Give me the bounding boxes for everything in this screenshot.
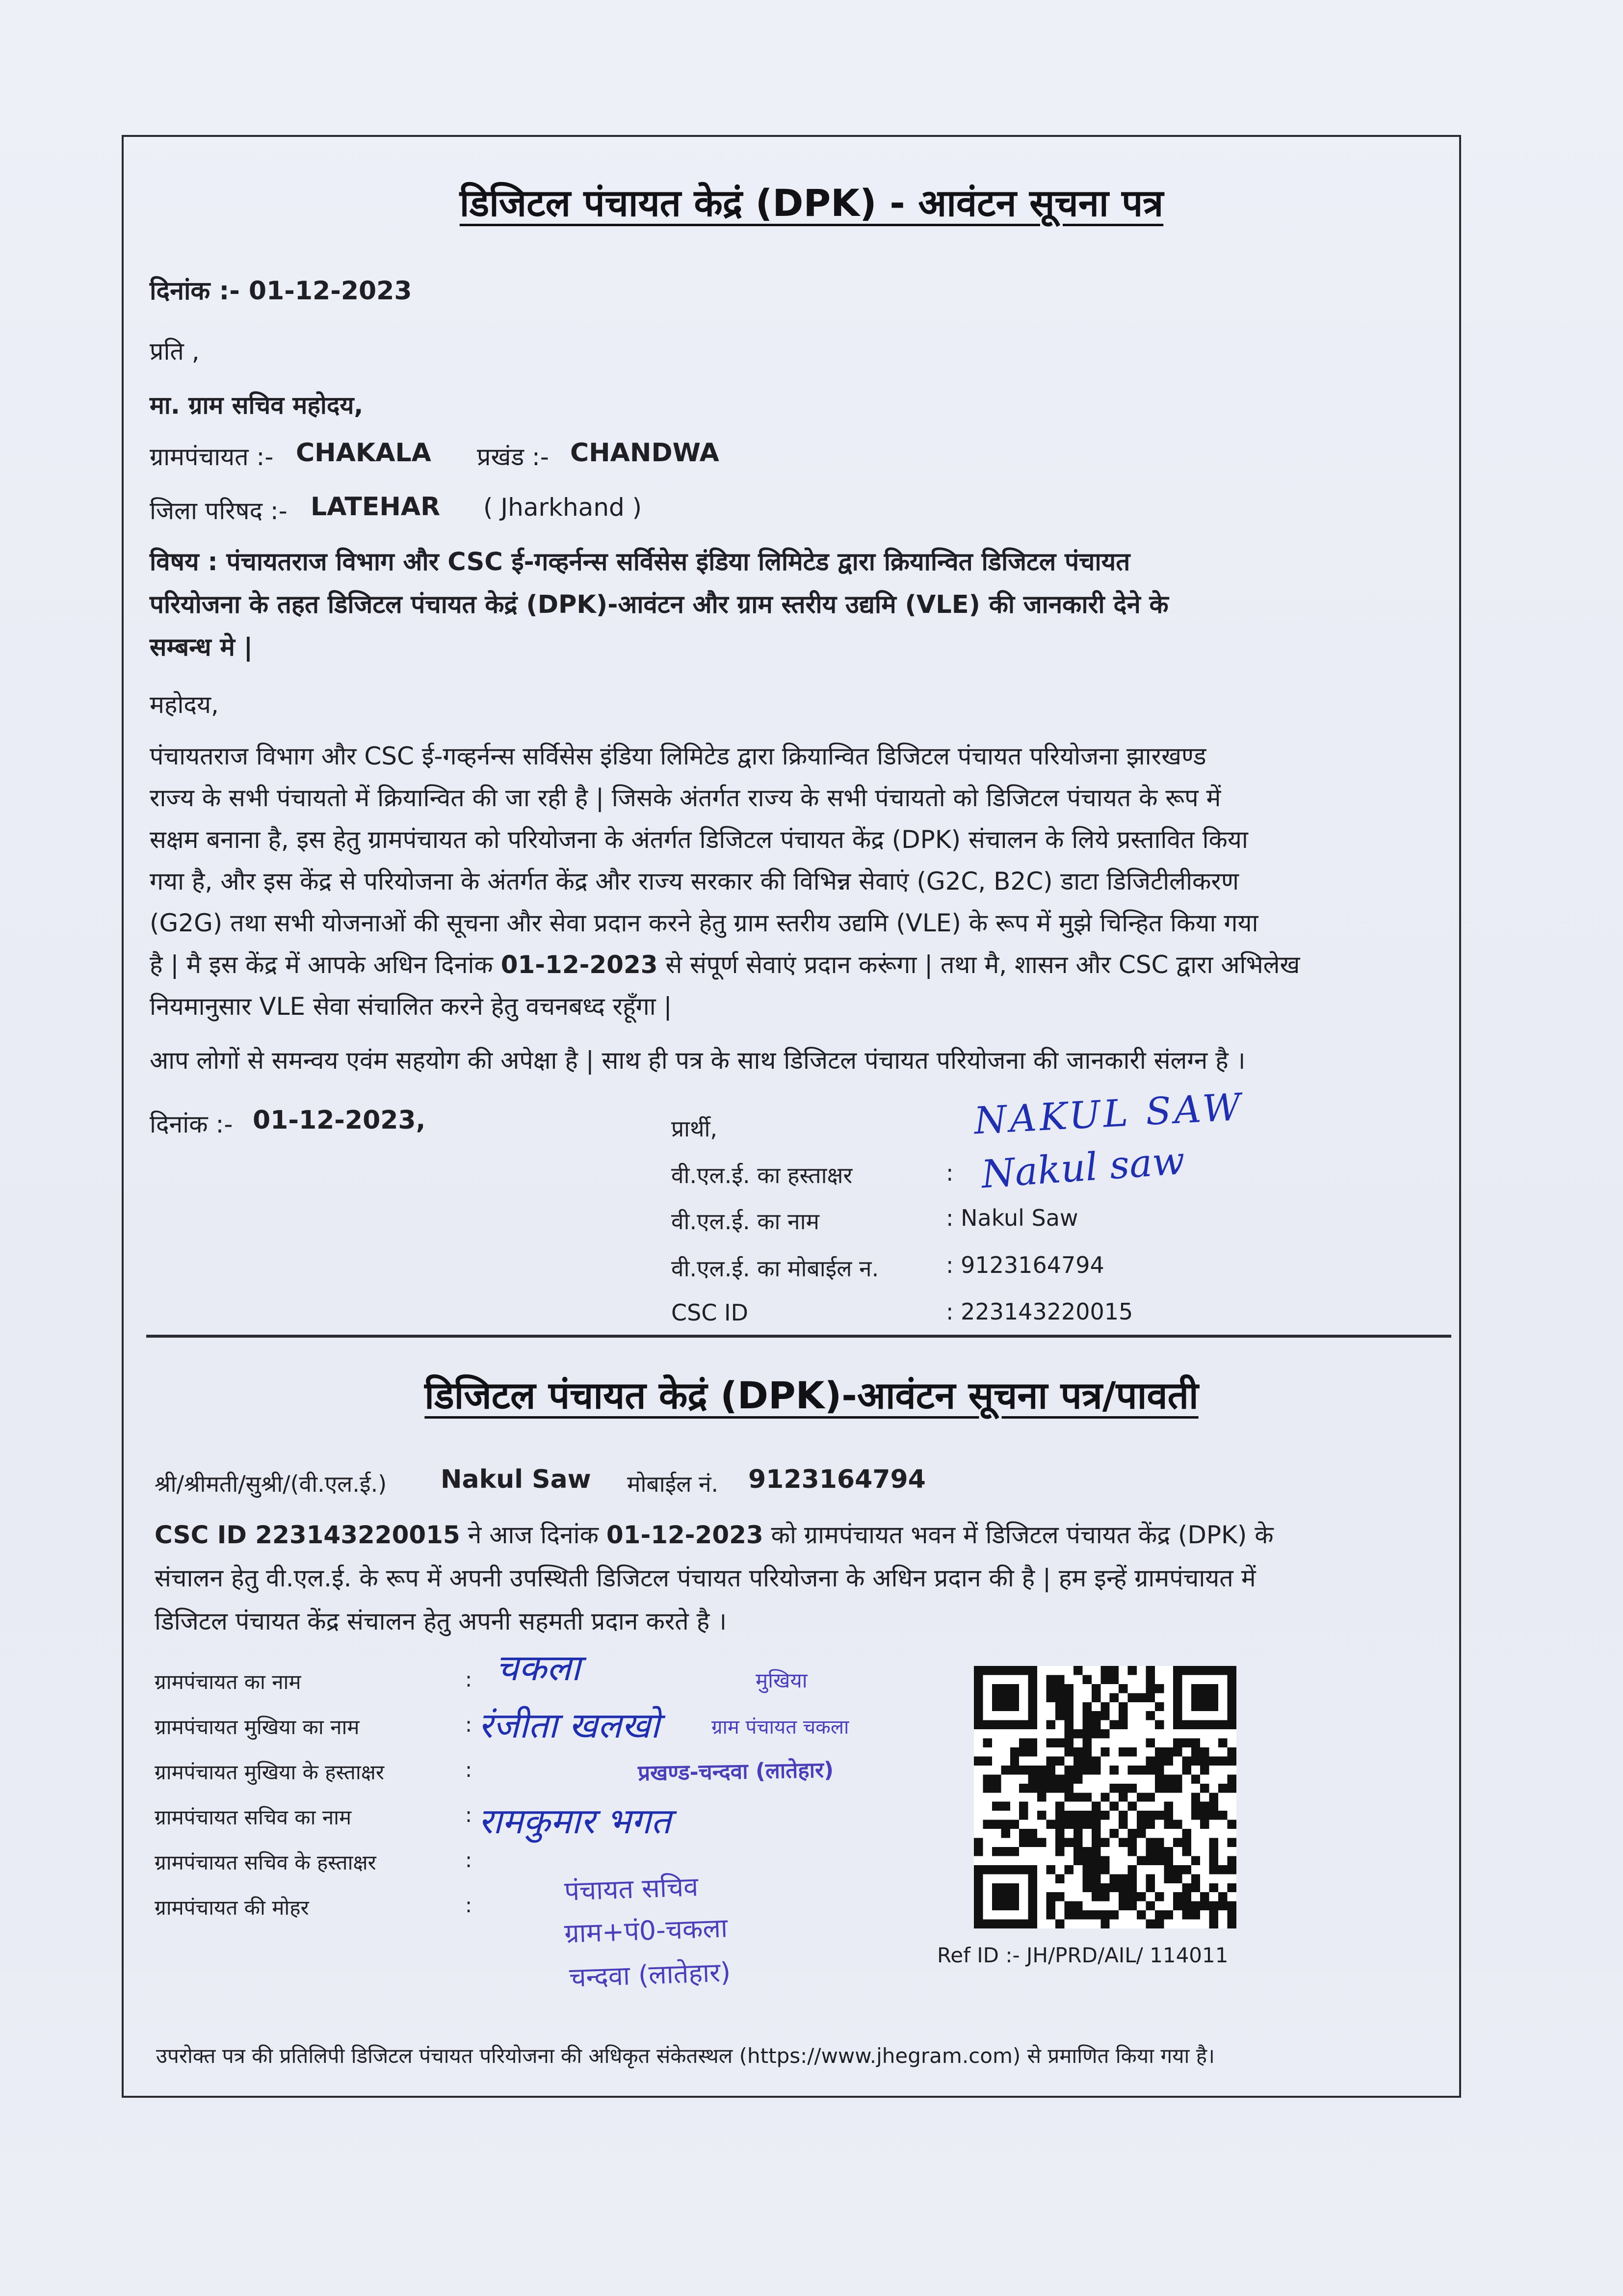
handwritten-mukhiya-name: रंजीता खलखो [478,1705,660,1746]
field-secretary-signature-colon: : [465,1848,472,1872]
allotment-letter-title: डिजिटल पंचायत केद्रं (DPK) - आवंटन सूचना पत्र [459,181,1164,225]
body-line-2: राज्य के सभी पंचायतो में क्रियान्वित की जा रही है | जिसके अंतर्गत राज्य के सभी पंचायतो को डिजिटल पंचायत के रूप में [150,784,1221,812]
block-value: CHANDWA [570,438,719,468]
field-secretary-name-label: ग्रामपंचायत सचिव का नाम [155,1805,352,1829]
field-secretary-name-colon: : [465,1803,472,1827]
district-label: जिला परिषद :- [150,497,288,525]
secretary-stamp-line-3: चन्दवा (लातेहार) [569,1956,732,1993]
vle-signature: Nakul saw [980,1138,1186,1197]
mobile-value-bottom: 9123164794 [748,1465,926,1494]
vle-name-value: : Nakul Saw [946,1205,1078,1231]
date-value-2: 01-12-2023, [253,1106,426,1135]
field-gp-seal-colon: : [465,1893,472,1917]
field-mukhiya-name-label: ग्रामपंचायत मुखिया का नाम [155,1715,360,1739]
body-line-6-part-a: है | मै इस केंद्र में आपके अधिन दिनांक [150,950,493,979]
ack-line-1-part-b: ने आज दिनांक [468,1521,599,1549]
mukhiya-stamp-line-2: ग्राम पंचायत चकला [711,1716,849,1739]
field-gp-name-label: ग्रामपंचायत का नाम [155,1670,301,1694]
date-label-2: दिनांक :- [150,1110,233,1138]
footer-verification-note: उपरोक्त पत्र की प्रतिलिपी डिजिटल पंचायत परियोजना की अधिकृत संकेतस्थल (https://www.jhegram.com) से प्रमाणित किया गया है। [156,2044,1215,2068]
addressee: मा. ग्राम सचिव महोदय, [150,391,364,420]
applicant-label: प्रार्थी, [671,1115,718,1142]
csc-id-value: : 223143220015 [946,1298,1133,1325]
handwritten-vle-name: NAKUL SAW [973,1084,1245,1143]
vle-mobile-value: : 9123164794 [946,1252,1104,1278]
vle-signature-colon: : [946,1160,954,1186]
mobile-label-bottom: मोबाईल नं. [627,1471,719,1497]
vle-signature-label: वी.एल.ई. का हस्ताक्षर [671,1162,853,1188]
reference-id: Ref ID :- JH/PRD/AIL/ 114011 [937,1943,1229,1967]
subject-line-3: सम्बन्ध मे | [150,633,253,662]
state-value: ( Jharkhand ) [483,493,642,522]
gram-panchayat-value: CHAKALA [296,438,431,468]
vle-name-bold: Nakul Saw [441,1465,591,1494]
csc-id-label: CSC ID [671,1299,749,1326]
ack-csc-id: CSC ID 223143220015 [155,1521,460,1549]
secretary-stamp-line-2: ग्राम+पं0-चकला [564,1912,728,1949]
honorific-label: श्री/श्रीमती/सुश्री/(वी.एल.ई.) [155,1471,387,1497]
body-line-4: गया है, और इस केंद्र से परियोजना के अंतर्गत केंद्र और राज्य सरकार की विभिन्न सेवाएं (G2C, B2C) डाटा डिजिटीलीकरण [150,867,1239,896]
qr-code-icon [974,1666,1236,1928]
salutation: महोदय, [150,690,219,719]
body-line-3: सक्षम बनाना है, इस हेतु ग्रामपंचायत को परियोजना के अंतर्गत डिजिटल पंचायत केंद्र (DPK) संचालन के लिये प्रस्तावित किया [150,825,1248,854]
handwritten-secretary-name: रामकुमार भगत [478,1800,671,1842]
secretary-stamp-line-1: पंचायत सचिव [564,1871,699,1907]
field-mukhiya-signature-label: ग्रामपंचायत मुखिया के हस्ताक्षर [155,1760,385,1784]
ack-line-1-part-c: को ग्रामपंचायत भवन में डिजिटल पंचायत केंद्र (DPK) के [771,1521,1274,1549]
ack-date: 01-12-2023 [606,1521,763,1549]
mukhiya-stamp-line-1: मुखिया [756,1668,808,1692]
body-line-6-part-b: से संपूर्ण सेवाएं प्रदान करूंगा | तथा मै, शासन और CSC द्वारा अभिलेख [665,950,1300,979]
field-mukhiya-name-colon: : [465,1713,472,1737]
district-value: LATEHAR [311,492,441,522]
vle-name-label: वी.एल.ई. का नाम [671,1208,820,1235]
ack-line-2: संचालन हेतु वी.एल.ई. के रूप में अपनी उपस्थिती डिजिटल पंचायत परियोजना के अधिन प्रदान की है | हम इन्हें ग्रामपंचायत में [155,1564,1256,1592]
body-line-5: (G2G) तथा सभी योजनाओं की सूचना और सेवा प्रदान करने हेतु ग्राम स्तरीय उद्यमि (VLE) के रूप में मुझे चिन्हित किया गया [150,909,1258,937]
body-line-6 [150,947,1300,980]
block-label: प्रखंड :- [477,443,549,471]
body-line-1: पंचायतराज विभाग और CSC ई-गव्हर्नन्स सर्विसेस इंडिया लिमिटेड द्वारा क्रियान्वित डिजिटल पंचायत परियोजना झारखण्ड [150,742,1206,770]
field-gp-name-colon: : [465,1667,472,1691]
body-line-7: नियमानुसार VLE सेवा संचालित करने हेतु वचनबध्द रहूँगा | [150,992,672,1021]
letter-date: दिनांक :- 01-12-2023 [150,276,412,306]
subject-line-1: विषय : पंचायतराज विभाग और CSC ई-गव्हर्नन्स सर्विसेस इंडिया लिमिटेड द्वारा क्रियान्वित डिजिटल पंचायत [150,548,1130,577]
mukhiya-stamp-line-3: प्रखण्ड-चन्दवा (लातेहार) [637,1757,834,1786]
body-line-8: आप लोगों से समन्वय एवंम सहयोग की अपेक्षा है | साथ ही पत्र के साथ डिजिटल पंचायत परियोजना की जानकारी संलग्न है । [150,1046,1246,1075]
vle-mobile-label: वी.एल.ई. का मोबाईल न. [671,1255,879,1282]
gram-panchayat-label: ग्रामपंचायत :- [150,443,274,471]
section-divider [146,1335,1451,1338]
subject-line-2: परियोजना के तहत डिजिटल पंचायत केद्रं (DPK)-आवंटन और ग्राम स्तरीय उद्यमि (VLE) की जानकारी देने के [150,590,1169,619]
field-mukhiya-signature-colon: : [465,1758,472,1782]
body-line-6-date: 01-12-2023 [500,950,658,979]
ack-line-1 [155,1517,1274,1551]
ack-line-3: डिजिटल पंचायत केंद्र संचालन हेतु अपनी सहमती प्रदान करते है । [155,1607,727,1636]
prati-label: प्रति , [150,337,200,366]
field-gp-seal-label: ग्रामपंचायत की मोहर [155,1896,309,1920]
handwritten-gp-name: चकला [496,1647,581,1689]
field-secretary-signature-label: ग्रामपंचायत सचिव के हस्ताक्षर [155,1850,376,1874]
acknowledgement-title: डिजिटल पंचायत केद्रं (DPK)-आवंटन सूचना पत्र/पावती [424,1373,1199,1417]
